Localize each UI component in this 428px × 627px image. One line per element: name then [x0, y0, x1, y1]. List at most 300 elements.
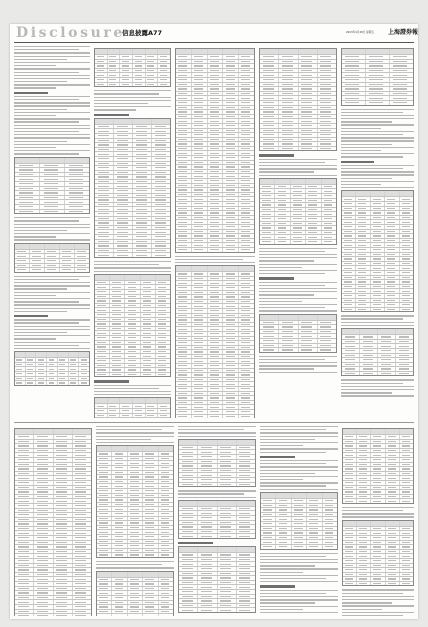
table-cell: [15, 522, 34, 526]
table-cell: [97, 517, 112, 521]
text-line: [14, 72, 79, 73]
table-cell: [371, 458, 385, 462]
table-cell: [371, 197, 385, 201]
table-cell: [323, 522, 337, 526]
table-cell: [378, 354, 396, 358]
table-cell: [390, 55, 413, 59]
table-cell: [110, 345, 125, 349]
table-cell: [95, 194, 114, 198]
table-cell: [322, 222, 336, 226]
table-cell: [260, 194, 275, 198]
table-cell: [176, 101, 192, 105]
text-line: [342, 593, 403, 594]
table-cell: [26, 363, 37, 367]
table-cell: [223, 359, 239, 363]
table-cell: [371, 476, 385, 480]
table-cell: [279, 330, 298, 334]
table-cell: [192, 309, 208, 313]
table-cell: [15, 467, 34, 471]
table-cell: [146, 49, 159, 54]
table-cell: [133, 235, 152, 239]
table-cell: [322, 194, 336, 198]
table-cell: [223, 101, 239, 105]
table-cell: [95, 230, 114, 234]
table-cell: [15, 429, 34, 434]
text-line: [14, 230, 67, 231]
table-cell: [208, 170, 224, 174]
table-cell: [69, 363, 80, 367]
table-cell: [385, 308, 399, 312]
table-cell: [15, 545, 34, 549]
table-cell: [159, 526, 173, 530]
text-line: [14, 99, 79, 100]
table-cell: [112, 471, 127, 475]
text-line: [260, 485, 326, 486]
table-cell: [260, 212, 275, 216]
table-cell: [146, 398, 159, 403]
table-cell: [223, 69, 239, 73]
table-cell: [192, 387, 208, 391]
table-cell: [396, 363, 413, 367]
table-cell: [366, 101, 390, 105]
table-cell: [192, 156, 208, 160]
table-cell: [58, 363, 69, 367]
table-cell: [400, 481, 413, 485]
table-cell: [218, 585, 237, 589]
table-cell: [97, 553, 112, 557]
text-line: [178, 436, 256, 437]
table-cell: [95, 78, 108, 82]
table-cell: [318, 69, 336, 73]
table-cell: [143, 494, 158, 498]
table-cell: [218, 478, 237, 482]
table-cell: [34, 429, 53, 434]
table-cell: [159, 471, 173, 475]
table-cell: [15, 509, 34, 513]
column-4: [259, 46, 337, 418]
table-cell: [208, 323, 224, 327]
table-cell: [73, 429, 91, 434]
table-cell: [371, 271, 385, 275]
table-cell: [15, 196, 40, 200]
table-cell: [342, 92, 366, 96]
table-cell: [192, 92, 208, 96]
table-cell: [143, 535, 158, 539]
table-cell: [95, 162, 114, 166]
table-cell: [218, 530, 237, 534]
table-cell: [223, 337, 239, 341]
table-cell: [239, 355, 254, 359]
table-cell: [260, 110, 279, 114]
table-cell: [192, 220, 208, 224]
table-cell: [306, 222, 321, 226]
table-cell: [208, 184, 224, 188]
table-cell: [385, 299, 399, 303]
table-cell: [176, 161, 192, 165]
table-cell: [223, 55, 239, 59]
text-line: [259, 264, 337, 265]
table-cell: [239, 170, 254, 174]
table-cell: [208, 69, 224, 73]
table-cell: [291, 231, 306, 235]
table-cell: [179, 599, 198, 603]
table-cell: [65, 205, 89, 209]
table-cell: [306, 179, 321, 184]
table-cell: [318, 325, 336, 329]
table-cell: [128, 480, 143, 484]
table-cell: [159, 605, 173, 609]
table-cell: [112, 498, 127, 502]
table-cell: [58, 377, 69, 381]
table-cell: [128, 578, 143, 582]
table-cell: [97, 601, 112, 605]
table-cell: [371, 276, 385, 280]
table-cell: [110, 308, 125, 312]
table-cell: [110, 275, 125, 280]
table-cell: [79, 363, 89, 367]
table-cell: [223, 410, 239, 414]
text-line: [342, 605, 414, 606]
table-cell: [152, 175, 170, 179]
table-cell: [128, 484, 143, 488]
table-cell: [69, 381, 80, 385]
table-cell: [208, 60, 224, 64]
table-cell: [159, 484, 173, 488]
table-cell: [73, 536, 91, 540]
table-cell: [292, 527, 307, 531]
table-cell: [223, 64, 239, 68]
table-cell: [223, 119, 239, 123]
table-cell: [261, 527, 276, 531]
table-cell: [198, 446, 217, 450]
table-cell: [159, 549, 173, 553]
table-cell: [128, 507, 143, 511]
table-cell: [54, 453, 73, 457]
table-cell: [73, 472, 91, 476]
table-cell: [385, 191, 399, 196]
table-cell: [276, 527, 291, 531]
table-cell: [218, 608, 237, 612]
table-cell: [60, 264, 75, 268]
table-cell: [40, 187, 65, 191]
table-cell: [400, 444, 413, 448]
table-cell: [133, 189, 152, 193]
table-cell: [342, 191, 356, 196]
table-cell: [366, 55, 390, 59]
table-cell: [73, 527, 91, 531]
table-cell: [208, 410, 224, 414]
table-cell: [208, 382, 224, 386]
table-cell: [239, 415, 254, 418]
table-cell: [396, 329, 413, 334]
table-cell: [54, 429, 73, 434]
table-cell: [75, 250, 89, 254]
table-cell: [275, 240, 290, 244]
table-cell: [176, 350, 192, 354]
table-cell: [343, 429, 357, 434]
table-cell: [97, 484, 112, 488]
table-cell: [357, 573, 371, 577]
table-cell: [237, 473, 255, 477]
table-cell: [323, 504, 337, 508]
table-cell: [114, 119, 133, 124]
table-cell: [110, 322, 125, 326]
table-cell: [299, 325, 318, 329]
table-cell: [158, 404, 170, 408]
table-cell: [120, 73, 133, 77]
table-row: [176, 248, 254, 252]
table-cell: [112, 521, 127, 525]
table-cell: [60, 268, 75, 272]
table-cell: [318, 64, 336, 68]
table-cell: [133, 171, 152, 175]
table-cell: [342, 289, 356, 293]
table-cell: [128, 544, 143, 548]
table-cell: [95, 134, 114, 138]
table-cell: [360, 363, 378, 367]
table-cell: [323, 545, 337, 549]
table-cell: [260, 235, 275, 239]
table-cell: [15, 187, 40, 191]
table-cell: [237, 483, 255, 487]
table-cell: [239, 405, 254, 409]
table-cell: [95, 354, 110, 358]
table-cell: [192, 382, 208, 386]
text-line: [14, 65, 56, 66]
table-cell: [239, 151, 254, 155]
table-cell: [279, 83, 298, 87]
table-cell: [110, 295, 125, 299]
text-line: [178, 432, 256, 433]
text-line: [342, 513, 414, 514]
table-cell: [34, 463, 53, 467]
table-cell: [275, 217, 290, 221]
text-line: [342, 589, 414, 590]
table-cell: [143, 601, 158, 605]
text-line: [341, 395, 414, 396]
table-cell: [192, 188, 208, 192]
text-line: [259, 285, 325, 286]
text-line: [94, 264, 159, 265]
table-cell: [95, 404, 108, 408]
table-cell: [400, 449, 413, 453]
table-cell: [192, 392, 208, 396]
table-cell: [400, 467, 413, 471]
table-cell: [318, 49, 336, 54]
table-cell: [95, 203, 114, 207]
table-cell: [97, 521, 112, 525]
table-cell: [15, 210, 40, 214]
table-cell: [208, 124, 224, 128]
text-line: [259, 248, 337, 249]
table-cell: [69, 372, 80, 376]
table-cell: [371, 554, 385, 558]
table-cell: [133, 207, 152, 211]
table-cell: [208, 92, 224, 96]
table-cell: [208, 364, 224, 368]
text-line: [14, 115, 56, 116]
table-cell: [156, 318, 170, 322]
table-cell: [366, 92, 390, 96]
table-cell: [356, 220, 370, 224]
table-cell: [128, 494, 143, 498]
text-line: [14, 49, 79, 50]
table-cell: [360, 367, 378, 371]
table-cell: [223, 147, 239, 151]
table-cell: [54, 481, 73, 485]
table-cell: [15, 531, 34, 535]
table-cell: [15, 550, 34, 554]
table-cell: [237, 469, 255, 473]
table-cell: [133, 398, 146, 403]
table-cell: [218, 553, 237, 557]
table-cell: [371, 490, 385, 494]
table-cell: [97, 480, 112, 484]
table-cell: [176, 337, 192, 341]
table-cell: [112, 457, 127, 461]
table-cell: [128, 489, 143, 493]
table-cell: [223, 207, 239, 211]
table-cell: [128, 466, 143, 470]
table-cell: [15, 458, 34, 462]
table-cell: [208, 83, 224, 87]
table-cell: [386, 499, 400, 503]
table-cell: [239, 341, 254, 345]
table-cell: [114, 180, 133, 184]
text-line: [341, 174, 414, 175]
table-cell: [218, 576, 237, 580]
data-table: [175, 265, 255, 418]
table-cell: [208, 346, 224, 350]
table-cell: [110, 285, 125, 289]
table-cell: [65, 200, 89, 204]
table-cell: [110, 299, 125, 303]
table-cell: [176, 291, 192, 295]
text-line: [14, 301, 79, 302]
table-cell: [357, 463, 371, 467]
table-cell: [239, 234, 254, 238]
table-cell: [239, 309, 254, 313]
table-cell: [176, 225, 192, 229]
table-cell: [400, 531, 413, 535]
text-line: [260, 599, 338, 600]
table-cell: [208, 211, 224, 215]
table-cell: [120, 404, 133, 408]
table-cell: [179, 478, 198, 482]
data-table: [96, 571, 174, 616]
table-cell: [279, 49, 298, 54]
table-cell: [34, 499, 53, 503]
table-cell: [54, 504, 73, 508]
table-cell: [260, 217, 275, 221]
table-cell: [73, 564, 91, 568]
table-cell: [40, 158, 65, 163]
text-line: [341, 144, 392, 145]
table-cell: [292, 508, 307, 512]
table-cell: [15, 264, 30, 268]
text-line: [341, 128, 381, 129]
table-cell: [108, 55, 121, 59]
table-cell: [159, 578, 173, 582]
table-cell: [198, 547, 217, 552]
table-cell: [291, 179, 306, 184]
table-cell: [179, 562, 198, 566]
table-cell: [318, 321, 336, 325]
table-cell: [360, 354, 378, 358]
table-cell: [65, 158, 89, 163]
text-line: [14, 128, 90, 129]
table-cell: [125, 295, 140, 299]
table-cell: [69, 377, 80, 381]
text-line: [14, 345, 79, 346]
table-cell: [342, 253, 356, 257]
table-cell: [143, 480, 158, 484]
table-cell: [159, 521, 173, 525]
table-cell: [322, 179, 336, 184]
table-cell: [54, 472, 73, 476]
table-cell: [299, 129, 318, 133]
table-cell: [400, 191, 413, 196]
table-cell: [371, 564, 385, 568]
table-cell: [36, 352, 47, 357]
table-cell: [192, 60, 208, 64]
table-cell: [73, 509, 91, 513]
table-cell: [15, 158, 40, 163]
table-cell: [385, 211, 399, 215]
table-cell: [15, 367, 26, 371]
table-cell: [156, 322, 170, 326]
table-cell: [276, 540, 291, 544]
table-cell: [343, 495, 357, 499]
table-cell: [386, 550, 400, 554]
data-table: [94, 48, 171, 87]
table-cell: [400, 308, 413, 312]
table-cell: [40, 164, 65, 168]
table-cell: [146, 409, 159, 413]
table-cell: [143, 526, 158, 530]
table-cell: [192, 96, 208, 100]
table-cell: [158, 69, 170, 73]
table-cell: [400, 536, 413, 540]
table-cell: [95, 304, 110, 308]
table-cell: [15, 568, 34, 572]
table-cell: [114, 143, 133, 147]
table-cell: [133, 134, 152, 138]
table-cell: [97, 535, 112, 539]
table-row: [343, 499, 413, 503]
table-cell: [152, 240, 170, 244]
table-cell: [114, 184, 133, 188]
table-cell: [237, 440, 255, 445]
table-cell: [208, 387, 224, 391]
table-cell: [95, 327, 110, 331]
table-cell: [218, 547, 237, 552]
table-cell: [112, 517, 127, 521]
table-cell: [276, 508, 291, 512]
table-cell: [128, 498, 143, 502]
table-cell: [112, 461, 127, 465]
table-cell: [34, 577, 53, 581]
table-cell: [275, 194, 290, 198]
table-cell: [223, 216, 239, 220]
data-table: [259, 178, 337, 245]
text-line: [259, 267, 302, 268]
table-cell: [208, 129, 224, 133]
column-1: [14, 46, 90, 418]
table-cell: [385, 303, 399, 307]
table-cell: [26, 381, 37, 385]
table-cell: [223, 346, 239, 350]
